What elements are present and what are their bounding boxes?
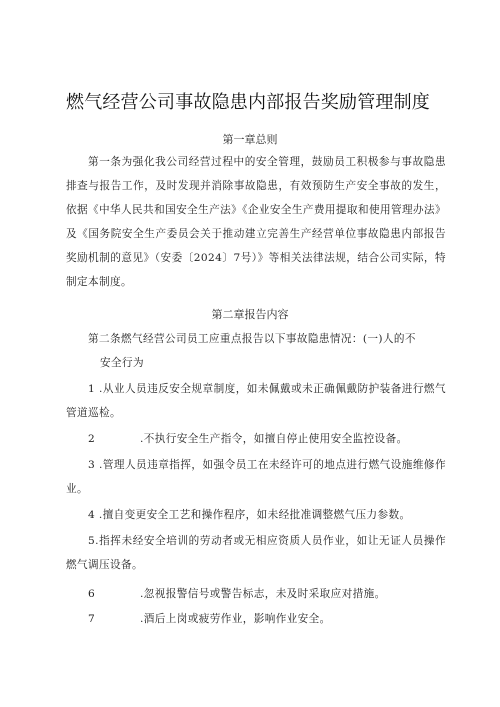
item-text: .擅自变更安全工艺和操作程序，如未经批准调整燃气压力参数。	[98, 509, 411, 521]
item-text: .指挥未经安全培训的劳动者或无相应资质人员作业，如让无证人员操作燃气调压设备。	[66, 535, 446, 571]
item-number: 3	[88, 459, 96, 471]
chapter-heading-2: 第二章报告内容	[211, 308, 289, 321]
item-number: 7	[88, 613, 96, 625]
item-number: 4	[88, 509, 96, 521]
chapter-heading-1: 第一章总则	[222, 133, 278, 146]
item-text: .不执行安全生产指令，如擅自停止使用安全监控设备。	[140, 433, 408, 445]
item-text: .管理人员违章指挥，如强令员工在未经许可的地点进行燃气设施维修作业。	[66, 459, 446, 495]
item-text: .从业人员违反安全规章制度，如未佩戴或未正确佩戴防护装备进行燃气管道巡检。	[66, 383, 446, 419]
item-number: 2	[88, 433, 96, 445]
article-2-line-2: 安全行为	[100, 357, 144, 369]
document-title: 燃气经营公司事故隐患内部报告奖励管理制度	[66, 92, 430, 113]
item-number: 5	[88, 535, 96, 547]
list-item-2	[66, 427, 446, 451]
list-item-3	[66, 453, 446, 501]
item-text: .酒后上岗或疲劳作业，影响作业安全。	[140, 613, 331, 625]
list-item-4	[66, 503, 446, 527]
list-item-7	[66, 607, 446, 631]
list-item-5	[66, 529, 446, 577]
article-1-paragraph: 第一条为强化我公司经营过程中的安全管理，鼓励员工积极参与事故隐患排查与报告工作，及时发现并消除事故隐患，有效预防生产安全事故的发生，依据《中华人民共和国安全生产法》《企业安全生产费用提取和使用管理办法》及《国务院安全生产委员会关于推动建立完善生产经营单位事故隐患内部报告奖励机制的意见》（安委〔2024〕7号）》等相关法律法规，结合公司实际，特制定本制度。	[66, 156, 446, 288]
list-item-1	[66, 377, 446, 425]
article-2-line-1: 第二条燃气经营公司员工应重点报告以下事故隐患情况：(一)人的不	[88, 333, 416, 345]
item-text: .忽视报警信号或警告标志，未及时采取应对措施。	[140, 588, 386, 600]
item-number: 1	[88, 383, 96, 395]
list-item-6	[66, 582, 446, 606]
item-number: 6	[88, 588, 96, 600]
